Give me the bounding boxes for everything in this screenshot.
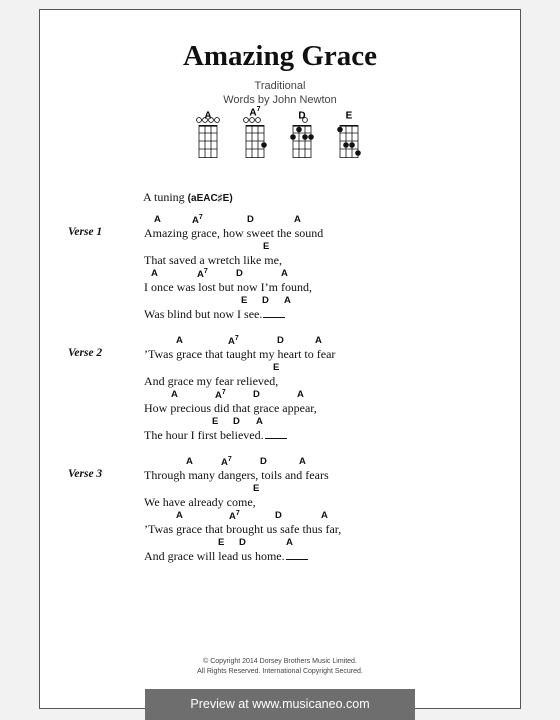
- chord-symbol: A: [256, 416, 263, 427]
- lyric-text: ’Twas grace that taught my heart to fear: [144, 347, 336, 361]
- lyric-text: Was blind but now I see.: [144, 307, 285, 322]
- chord-row: [144, 537, 444, 549]
- melisma-line: [263, 308, 285, 318]
- lyric-line: [144, 416, 444, 444]
- chord-symbol: $A^7$: [228, 335, 239, 348]
- chord-row: [144, 214, 444, 226]
- preview-banner-link[interactable]: Preview at www.musicaneo.com: [145, 689, 415, 720]
- lyric-line: [144, 268, 444, 296]
- chord-symbol: D: [275, 510, 282, 521]
- chord-row: [144, 335, 444, 347]
- chord-symbol: D: [239, 537, 246, 548]
- chord-row: [144, 416, 444, 428]
- tuning-note: [143, 190, 233, 205]
- chord-symbol: E: [253, 483, 260, 494]
- chord-symbol: D: [236, 268, 243, 279]
- chord-symbol: A: [297, 389, 304, 400]
- lyric-line: [144, 214, 444, 242]
- melisma-line: [286, 550, 308, 560]
- lyric-text: ’Twas grace that brought us safe thus far,: [144, 522, 342, 536]
- chord-symbol: A: [176, 335, 183, 346]
- lyric-line: [144, 241, 444, 269]
- chord-symbol: A: [171, 389, 178, 400]
- lyric-line: [144, 295, 444, 323]
- lyricist-credit: Words by John Newton: [223, 94, 337, 106]
- chord-symbol: A: [154, 214, 161, 225]
- chord-symbol: D: [233, 416, 240, 427]
- chord-symbol: D: [262, 295, 269, 306]
- chord-symbol: E: [218, 537, 225, 548]
- chord-symbol: A: [315, 335, 322, 346]
- lyric-text: And grace will lead us home.: [144, 549, 308, 564]
- chord-symbol: A: [281, 268, 288, 279]
- chord-symbol: A: [299, 456, 306, 467]
- chord-symbol: $A^7$: [197, 268, 208, 281]
- lyric-line: [144, 456, 444, 484]
- lyric-text: We have already come,: [144, 495, 256, 509]
- lyric-line: [144, 510, 444, 538]
- lyric-text: Through many dangers, toils and fears: [144, 468, 329, 482]
- verse-label: Verse 1: [68, 226, 103, 238]
- chord-diagram-label: E: [345, 110, 353, 122]
- chord-diagram-label: $A^7$: [249, 106, 261, 119]
- chord-row: [144, 510, 444, 522]
- chord-row: [144, 483, 444, 495]
- copyright-line: All Rights Reserved. International Copyright Secured.: [197, 668, 363, 675]
- chord-symbol: D: [247, 214, 254, 225]
- chord-symbol: A: [294, 214, 301, 225]
- chord-row: [144, 362, 444, 374]
- verse-label: Verse 3: [68, 468, 103, 480]
- lyric-text: That saved a wretch like me,: [144, 253, 282, 267]
- tuning-label: A tuning: [143, 190, 185, 204]
- lyric-text: Amazing grace, how sweet the sound: [144, 226, 324, 240]
- song-title: Amazing Grace: [182, 40, 378, 72]
- lyric-line: [144, 483, 444, 511]
- fretboard-icon: [289, 117, 315, 165]
- chord-symbol: A: [321, 510, 328, 521]
- lyric-line: [144, 362, 444, 390]
- fretboard-icon: [195, 117, 221, 165]
- copyright-line: © Copyright 2014 Dorsey Brothers Music Limited.: [203, 658, 357, 665]
- chord-symbol: A: [176, 510, 183, 521]
- fretboard-icon: [242, 117, 268, 165]
- verse-label: Verse 2: [68, 347, 103, 359]
- chord-row: [144, 268, 444, 280]
- chord-symbol: $A^7$: [221, 456, 232, 469]
- chord-diagram-label: A: [204, 110, 212, 122]
- chord-symbol: $A^7$: [215, 389, 226, 402]
- lyric-line: [144, 335, 444, 363]
- lyric-line: [144, 537, 444, 565]
- chord-symbol: E: [263, 241, 270, 252]
- melisma-line: [265, 429, 287, 439]
- chord-symbol: A: [186, 456, 193, 467]
- chord-diagram-label: D: [298, 110, 306, 122]
- lyric-text: And grace my fear relieved,: [144, 374, 279, 388]
- chord-symbol: D: [253, 389, 260, 400]
- chord-row: [144, 295, 444, 307]
- lyric-text: The hour I first believed.: [144, 428, 287, 443]
- chord-row: [144, 241, 444, 253]
- lyric-text: I once was lost but now I’m found,: [144, 280, 312, 294]
- fretboard-icon: [336, 117, 362, 165]
- chord-symbol: $A^7$: [192, 214, 203, 227]
- chord-row: [144, 389, 444, 401]
- lyric-text: How precious did that grace appear,: [144, 401, 317, 415]
- chord-symbol: E: [273, 362, 280, 373]
- chord-symbol: E: [241, 295, 248, 306]
- chord-symbol: E: [212, 416, 219, 427]
- copyright-notice: [0, 657, 560, 677]
- lyric-line: [144, 389, 444, 417]
- chord-row: [144, 456, 444, 468]
- tuning-value: (aEAC♯E): [187, 193, 233, 204]
- chord-symbol: D: [277, 335, 284, 346]
- chord-symbol: A: [284, 295, 291, 306]
- chord-symbol: A: [151, 268, 158, 279]
- chord-symbol: A: [286, 537, 293, 548]
- chord-diagrams: [155, 106, 355, 166]
- song-subtitle: Traditional: [254, 80, 306, 92]
- chord-symbol: $A^7$: [229, 510, 240, 523]
- chord-symbol: D: [260, 456, 267, 467]
